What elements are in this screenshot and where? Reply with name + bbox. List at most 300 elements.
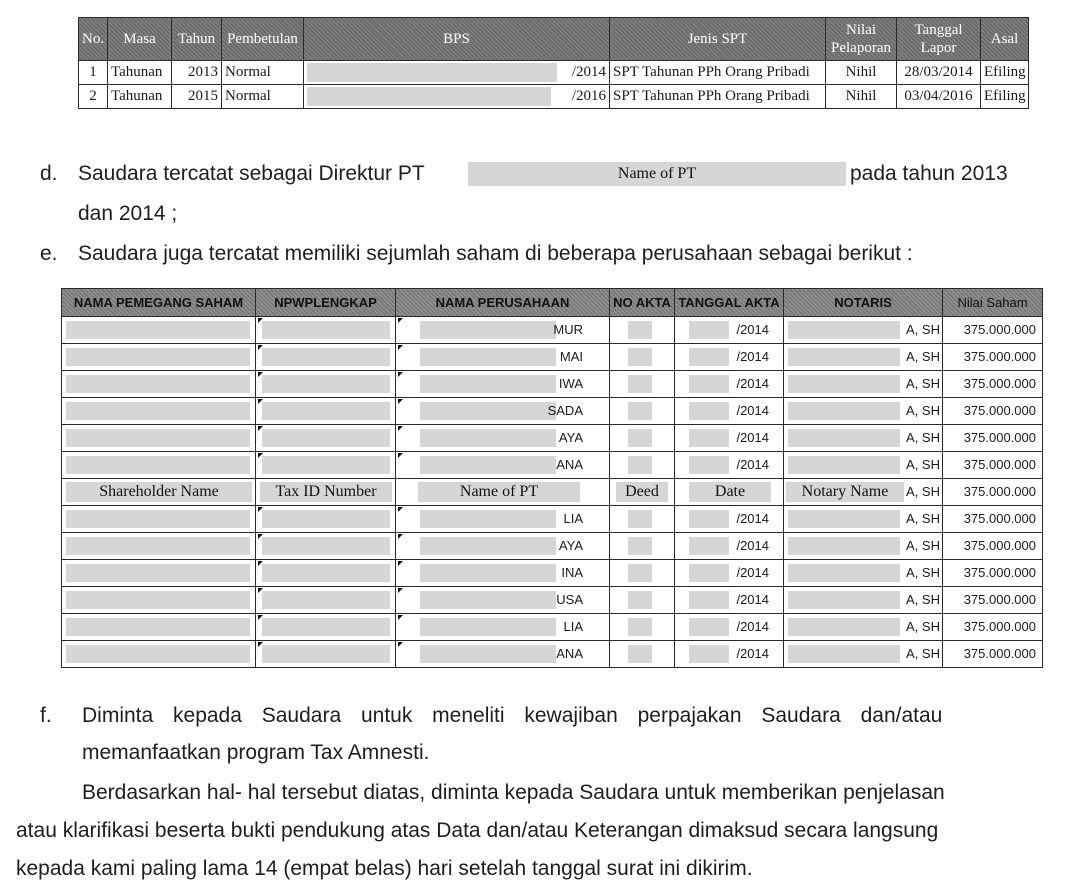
shares-row — [62, 317, 1043, 344]
redaction-box — [66, 402, 250, 420]
redaction-box — [307, 63, 557, 82]
shares-cell-no-akta — [610, 533, 675, 560]
redaction-box — [689, 402, 729, 420]
redaction-box — [628, 510, 652, 528]
date-suffix: /2014 — [736, 430, 769, 445]
spt-header-no: No. — [79, 18, 108, 61]
redaction-box — [262, 321, 390, 339]
company-suffix: MUR — [553, 322, 583, 337]
redaction-box — [628, 591, 652, 609]
shares-cell-no-akta — [610, 371, 675, 398]
company-suffix: USA — [556, 592, 583, 607]
redaction-box — [420, 375, 556, 393]
date-suffix: /2014 — [736, 349, 769, 364]
shares-table — [61, 288, 1043, 668]
shares-row — [62, 425, 1043, 452]
shares-cell-notaris — [784, 344, 943, 371]
spt-header-tanggal — [897, 18, 981, 61]
redaction-box — [262, 429, 390, 447]
date-suffix: /2014 — [736, 592, 769, 607]
notary-suffix: A, SH — [906, 430, 940, 445]
spt-cell-bps — [304, 61, 610, 85]
spt-row — [79, 61, 1029, 85]
share-value: 375.000.000 — [963, 538, 1036, 553]
redaction-box — [689, 618, 729, 636]
cell-corner-mark — [398, 588, 403, 593]
redaction-box — [420, 510, 556, 528]
redaction-box — [262, 618, 390, 636]
redaction-box — [66, 564, 250, 582]
spt-header-tahun: Tahun — [172, 18, 222, 61]
shares-cell-nilai-saham — [943, 560, 1043, 587]
shares-cell-shareholder — [62, 560, 256, 587]
shares-cell-nilai-saham — [943, 344, 1043, 371]
cell-corner-mark — [398, 642, 403, 647]
shares-cell-npwp — [256, 452, 396, 479]
shares-cell-npwp — [256, 317, 396, 344]
cell-corner-mark — [398, 345, 403, 350]
shares-row — [62, 452, 1043, 479]
shares-cell-tanggal-akta — [675, 614, 784, 641]
company-name-label: Name of PT — [418, 482, 580, 502]
redaction-box — [420, 429, 556, 447]
date-suffix: /2014 — [736, 403, 769, 418]
shares-cell-tanggal-akta — [675, 560, 784, 587]
shares-cell-tanggal-akta — [675, 452, 784, 479]
shares-cell-notaris — [784, 560, 943, 587]
shares-cell-nilai-saham — [943, 425, 1043, 452]
spt-header-nilai-line2: Pelaporan — [831, 40, 891, 56]
paragraph-e-marker: e. — [40, 242, 58, 265]
shares-table-body — [62, 317, 1043, 668]
shares-cell-notaris — [784, 614, 943, 641]
spt-cell-pembetulan: Normal — [222, 85, 304, 109]
redaction-box — [262, 537, 390, 555]
shares-row — [62, 533, 1043, 560]
date-suffix: /2014 — [736, 619, 769, 634]
spt-cell-bps-suffix: /2014 — [571, 64, 606, 80]
shares-cell-npwp — [256, 614, 396, 641]
share-value: 375.000.000 — [963, 457, 1036, 472]
shares-row — [62, 344, 1043, 371]
redaction-box — [788, 375, 900, 393]
notary-suffix: A, SH — [906, 349, 940, 364]
shares-cell-nilai-saham — [943, 587, 1043, 614]
redaction-box — [420, 348, 556, 366]
redaction-box — [628, 321, 652, 339]
share-value: 375.000.000 — [963, 646, 1036, 661]
shares-row — [62, 614, 1043, 641]
shares-cell-npwp — [256, 344, 396, 371]
shareholder-name-label: Shareholder Name — [66, 482, 252, 502]
redaction-box — [788, 564, 900, 582]
shares-cell-no-akta — [610, 479, 675, 506]
cell-corner-mark — [398, 507, 403, 512]
shares-cell-tanggal-akta — [675, 533, 784, 560]
redaction-box — [628, 537, 652, 555]
tax-id-label: Tax ID Number — [260, 482, 392, 502]
spt-cell-tahun: 2013 — [172, 61, 222, 85]
company-suffix: ANA — [556, 646, 583, 661]
shares-cell-shareholder — [62, 452, 256, 479]
shares-cell-nilai-saham — [943, 317, 1043, 344]
shares-cell-npwp — [256, 587, 396, 614]
redaction-box — [66, 537, 250, 555]
spt-cell-jenis: SPT Tahunan PPh Orang Pribadi — [610, 85, 826, 109]
redaction-box — [689, 510, 729, 528]
spt-cell-tanggal: 28/03/2014 — [897, 61, 981, 85]
redaction-box — [66, 456, 250, 474]
redaction-box — [420, 591, 556, 609]
shares-cell-shareholder — [62, 587, 256, 614]
spt-header-asal: Asal — [981, 18, 1029, 61]
company-suffix: LIA — [563, 619, 583, 634]
date-suffix: /2014 — [736, 538, 769, 553]
redaction-box — [788, 348, 900, 366]
redaction-box — [689, 591, 729, 609]
shares-cell-company — [396, 506, 610, 533]
shares-cell-no-akta — [610, 317, 675, 344]
shares-cell-company — [396, 479, 610, 506]
shares-cell-company — [396, 425, 610, 452]
shares-cell-npwp — [256, 641, 396, 668]
notary-suffix: A, SH — [906, 484, 940, 499]
spt-cell-pembetulan: Normal — [222, 61, 304, 85]
spt-cell-no: 2 — [79, 85, 108, 109]
spt-cell-tanggal: 03/04/2016 — [897, 85, 981, 109]
notary-suffix: A, SH — [906, 511, 940, 526]
redaction-box — [689, 375, 729, 393]
shares-cell-npwp — [256, 533, 396, 560]
shares-cell-tanggal-akta — [675, 641, 784, 668]
redaction-box — [689, 348, 729, 366]
shares-row — [62, 560, 1043, 587]
redaction-box — [788, 456, 900, 474]
shares-cell-no-akta — [610, 452, 675, 479]
company-suffix: LIA — [563, 511, 583, 526]
company-suffix: ANA — [556, 457, 583, 472]
date-suffix: /2014 — [736, 511, 769, 526]
shares-cell-notaris — [784, 587, 943, 614]
spt-header-jenis: Jenis SPT — [610, 18, 826, 61]
share-value: 375.000.000 — [963, 376, 1036, 391]
notary-suffix: A, SH — [906, 646, 940, 661]
cell-corner-mark — [398, 453, 403, 458]
redaction-box — [420, 402, 556, 420]
shares-cell-company — [396, 614, 610, 641]
shares-cell-no-akta — [610, 506, 675, 533]
shares-cell-notaris — [784, 452, 943, 479]
company-suffix: AYA — [558, 538, 583, 553]
shares-header-notaris: NOTARIS — [784, 289, 943, 317]
shares-cell-company — [396, 371, 610, 398]
cell-corner-mark — [398, 318, 403, 323]
share-value: 375.000.000 — [963, 430, 1036, 445]
shares-cell-npwp — [256, 479, 396, 506]
redaction-box — [628, 456, 652, 474]
redaction-box — [66, 618, 250, 636]
shares-row — [62, 398, 1043, 425]
notary-suffix: A, SH — [906, 457, 940, 472]
shares-cell-shareholder — [62, 317, 256, 344]
shares-cell-shareholder — [62, 425, 256, 452]
share-value: 375.000.000 — [963, 349, 1036, 364]
shares-cell-shareholder — [62, 371, 256, 398]
cell-corner-mark — [398, 615, 403, 620]
shares-cell-tanggal-akta — [675, 344, 784, 371]
spt-header-bps: BPS — [304, 18, 610, 61]
company-suffix: SADA — [547, 403, 583, 418]
spt-header-row — [79, 18, 1029, 61]
redaction-box — [307, 87, 551, 106]
redaction-box — [420, 321, 556, 339]
spt-row — [79, 85, 1029, 109]
spt-header-tanggal-line2: Lapor — [920, 40, 957, 56]
shares-cell-nilai-saham — [943, 533, 1043, 560]
closing-line1: Berdasarkan hal- hal tersebut diatas, diminta kepada Saudara untuk memberikan penjelasan — [82, 781, 945, 804]
redaction-box — [420, 645, 556, 663]
redaction-box — [628, 564, 652, 582]
redaction-box — [628, 348, 652, 366]
company-suffix: AYA — [558, 430, 583, 445]
shares-cell-no-akta — [610, 425, 675, 452]
redaction-box — [262, 348, 390, 366]
shares-cell-npwp — [256, 398, 396, 425]
shares-cell-shareholder — [62, 398, 256, 425]
shares-cell-company — [396, 533, 610, 560]
date-suffix: /2014 — [736, 322, 769, 337]
redaction-box — [628, 618, 652, 636]
share-value: 375.000.000 — [963, 565, 1036, 580]
shares-cell-nilai-saham — [943, 506, 1043, 533]
redaction-box — [66, 591, 250, 609]
shares-cell-no-akta — [610, 614, 675, 641]
redaction-box — [689, 564, 729, 582]
shares-row — [62, 587, 1043, 614]
redacted-company-name — [468, 162, 846, 186]
redaction-box — [66, 375, 250, 393]
shares-cell-nilai-saham — [943, 452, 1043, 479]
redaction-box — [66, 645, 250, 663]
shares-cell-shareholder — [62, 506, 256, 533]
spt-cell-tahun: 2015 — [172, 85, 222, 109]
cell-corner-mark — [398, 534, 403, 539]
redaction-box — [420, 456, 556, 474]
redaction-box — [628, 645, 652, 663]
redaction-box — [788, 618, 900, 636]
redaction-box — [420, 537, 556, 555]
shares-cell-company — [396, 587, 610, 614]
shares-cell-no-akta — [610, 587, 675, 614]
spt-cell-asal: Efiling — [981, 61, 1029, 85]
redaction-box — [262, 564, 390, 582]
shares-header-nilai-saham: Nilai Saham — [943, 289, 1043, 317]
shares-cell-tanggal-akta — [675, 479, 784, 506]
shares-header-npwp: NPWPLENGKAP — [256, 289, 396, 317]
company-suffix: INA — [561, 565, 583, 580]
shares-cell-notaris — [784, 317, 943, 344]
redaction-box — [788, 402, 900, 420]
shares-cell-no-akta — [610, 398, 675, 425]
shares-cell-npwp — [256, 425, 396, 452]
redaction-box — [689, 321, 729, 339]
share-value: 375.000.000 — [963, 511, 1036, 526]
shares-cell-no-akta — [610, 641, 675, 668]
shares-cell-nilai-saham — [943, 479, 1043, 506]
deed-label: Deed — [616, 482, 668, 502]
notary-suffix: A, SH — [906, 565, 940, 580]
spt-cell-jenis: SPT Tahunan PPh Orang Pribadi — [610, 61, 826, 85]
cell-corner-mark — [398, 372, 403, 377]
redaction-box — [689, 429, 729, 447]
redaction-box — [262, 645, 390, 663]
shares-cell-tanggal-akta — [675, 425, 784, 452]
shares-cell-npwp — [256, 506, 396, 533]
notary-name-label: Notary Name — [786, 482, 904, 502]
redaction-box — [420, 564, 556, 582]
spt-header-nilai — [826, 18, 897, 61]
shares-header-row — [62, 289, 1043, 317]
shares-cell-company — [396, 398, 610, 425]
date-suffix: /2014 — [736, 646, 769, 661]
redaction-box — [788, 510, 900, 528]
paragraph-f-line2: memanfaatkan program Tax Amnesti. — [82, 741, 430, 764]
notary-suffix: A, SH — [906, 619, 940, 634]
redaction-box — [628, 375, 652, 393]
shares-cell-company — [396, 317, 610, 344]
shares-cell-nilai-saham — [943, 398, 1043, 425]
shares-cell-notaris — [784, 533, 943, 560]
cell-corner-mark — [398, 426, 403, 431]
notary-suffix: A, SH — [906, 403, 940, 418]
shares-cell-shareholder — [62, 479, 256, 506]
shares-cell-notaris — [784, 641, 943, 668]
redaction-box — [262, 375, 390, 393]
cell-corner-mark — [398, 561, 403, 566]
shares-header-no-akta: NO AKTA — [610, 289, 675, 317]
redaction-box — [628, 429, 652, 447]
redaction-box — [689, 456, 729, 474]
shares-cell-nilai-saham — [943, 641, 1043, 668]
redaction-box — [628, 402, 652, 420]
paragraph-d-text-after: pada tahun 2013 — [850, 162, 1008, 185]
redacted-company-label: Name of PT — [617, 165, 697, 182]
shares-cell-tanggal-akta — [675, 506, 784, 533]
shares-row — [62, 371, 1043, 398]
shares-row — [62, 506, 1043, 533]
date-suffix: /2014 — [736, 376, 769, 391]
shares-cell-npwp — [256, 371, 396, 398]
shares-cell-notaris — [784, 425, 943, 452]
shares-cell-company — [396, 641, 610, 668]
redaction-box — [262, 510, 390, 528]
redaction-box — [262, 402, 390, 420]
shares-cell-no-akta — [610, 344, 675, 371]
redaction-box — [788, 537, 900, 555]
spt-cell-masa: Tahunan — [108, 85, 172, 109]
spt-header-pembetulan: Pembetulan — [222, 18, 304, 61]
shares-cell-notaris — [784, 398, 943, 425]
shares-label-row — [62, 479, 1043, 506]
redaction-box — [262, 591, 390, 609]
redaction-box — [788, 321, 900, 339]
shares-cell-npwp — [256, 560, 396, 587]
cell-corner-mark — [398, 399, 403, 404]
share-value: 375.000.000 — [963, 619, 1036, 634]
shares-cell-notaris — [784, 506, 943, 533]
redaction-box — [66, 429, 250, 447]
share-value: 375.000.000 — [963, 484, 1036, 499]
shares-cell-no-akta — [610, 560, 675, 587]
redaction-box — [420, 618, 556, 636]
spt-header-masa: Masa — [108, 18, 172, 61]
shares-row — [62, 641, 1043, 668]
shares-cell-tanggal-akta — [675, 317, 784, 344]
shares-cell-tanggal-akta — [675, 398, 784, 425]
shares-header-shareholder: NAMA PEMEGANG SAHAM — [62, 289, 256, 317]
redaction-box — [689, 645, 729, 663]
spt-cell-no: 1 — [79, 61, 108, 85]
notary-suffix: A, SH — [906, 376, 940, 391]
shares-header-tanggal-akta: TANGGAL AKTA — [675, 289, 784, 317]
spt-table — [78, 17, 1029, 109]
paragraph-f-line1: Diminta kepada Saudara untuk meneliti kewajiban perpajakan Saudara dan/atau — [82, 704, 943, 727]
shares-cell-company — [396, 344, 610, 371]
shares-cell-company — [396, 560, 610, 587]
shares-cell-nilai-saham — [943, 371, 1043, 398]
spt-header-tanggal-line1: Tanggal — [914, 22, 963, 38]
redaction-box — [788, 645, 900, 663]
redaction-box — [788, 591, 900, 609]
spt-cell-bps-suffix: /2016 — [571, 88, 606, 104]
share-value: 375.000.000 — [963, 592, 1036, 607]
shares-cell-company — [396, 452, 610, 479]
spt-cell-bps — [304, 85, 610, 109]
notary-suffix: A, SH — [906, 322, 940, 337]
shares-cell-shareholder — [62, 533, 256, 560]
notary-suffix: A, SH — [906, 592, 940, 607]
spt-cell-asal: Efiling — [981, 85, 1029, 109]
paragraph-f-marker: f. — [40, 704, 52, 727]
redaction-box — [689, 537, 729, 555]
shares-cell-tanggal-akta — [675, 371, 784, 398]
shares-cell-tanggal-akta — [675, 587, 784, 614]
redaction-box — [66, 348, 250, 366]
closing-line3: kepada kami paling lama 14 (empat belas) hari setelah tanggal surat ini dikirim. — [16, 857, 753, 880]
shares-header-company: NAMA PERUSAHAAN — [396, 289, 610, 317]
shares-cell-notaris — [784, 371, 943, 398]
shares-cell-notaris — [784, 479, 943, 506]
company-suffix: IWA — [558, 376, 583, 391]
date-label: Date — [689, 482, 771, 502]
shares-cell-shareholder — [62, 344, 256, 371]
share-value: 375.000.000 — [963, 403, 1036, 418]
paragraph-d-line2: dan 2014 ; — [78, 202, 178, 225]
spt-header-nilai-line1: Nilai — [846, 22, 876, 38]
spt-cell-nilai: Nihil — [826, 61, 897, 85]
closing-line2: atau klarifikasi beserta bukti pendukung atas Data dan/atau Keterangan dimaksud secara langsung — [16, 819, 939, 842]
shares-cell-shareholder — [62, 641, 256, 668]
paragraph-e-text: Saudara juga tercatat memiliki sejumlah saham di beberapa perusahaan sebagai berikut : — [78, 242, 913, 265]
company-suffix: MAI — [559, 349, 583, 364]
shares-cell-shareholder — [62, 614, 256, 641]
spt-cell-masa: Tahunan — [108, 61, 172, 85]
redaction-box — [66, 321, 250, 339]
paragraph-d-text-before: Saudara tercatat sebagai Direktur PT — [78, 162, 425, 185]
spt-cell-nilai: Nihil — [826, 85, 897, 109]
notary-suffix: A, SH — [906, 538, 940, 553]
share-value: 375.000.000 — [963, 322, 1036, 337]
